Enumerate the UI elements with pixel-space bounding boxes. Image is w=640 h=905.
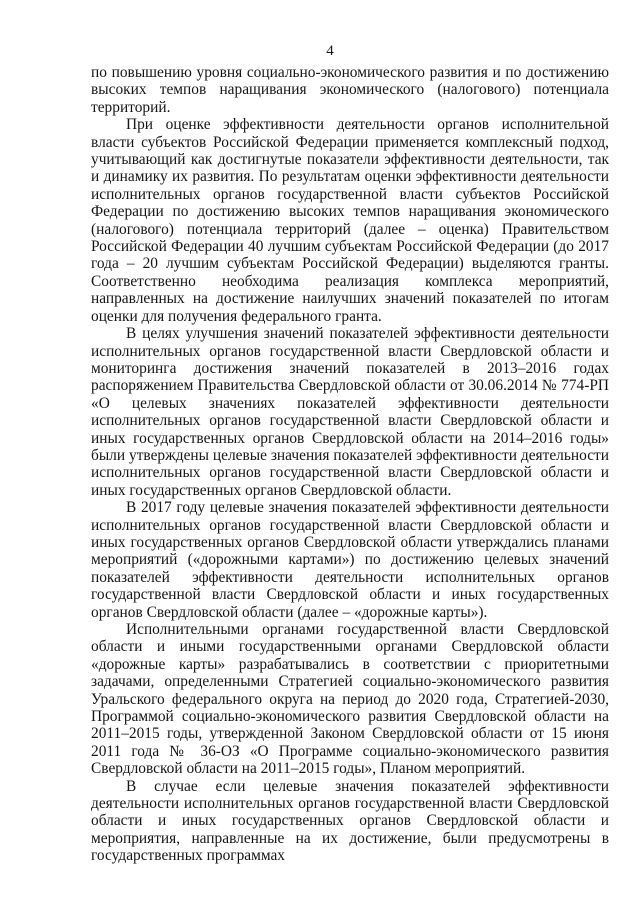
paragraph-measures: В случае если целевые значения показателей эффективности деятельности исполнительных органов государственной власти Свердловской области и иных государственных органов Свердловской области и мероприятия, направленные на их достижение, были предусмотрены в государственных программах	[91, 777, 609, 865]
paragraph-roadmaps-2017: В 2017 году целевые значения показателей эффективности деятельности исполнительных органов государственной власти Свердловской области и иных государственных органов Свердловской области утверждались планами мероприятий («дорожными картами») по достижению целевых значений показателей эффективности деятельности исполнительных органов государственной власти Свердловской области и иных государственных органов Свердловской области (далее – «дорожные карты»).	[91, 499, 609, 621]
document-body	[91, 64, 609, 865]
page-number: 4	[326, 43, 334, 59]
paragraph-evaluation: При оценке эффективности деятельности органов исполнительной власти субъектов Российской Федерации применяется комплексный подход, учитывающий как достигнутые показатели эффективности деятельности, так и динамику их развития. По результатам оценки эффективности деятельности исполнительных органов государственной власти субъектов Российской Федерации по достижению высоких темпов наращивания экономического (налогового) потенциала территорий (далее – оценка) Правительством Российской Федерации 40 лучшим субъектам Российской Федерации (до 2017 года – 20 лучшим субъектам Российской Федерации) выделяются гранты. Соответственно необходима реализация комплекса мероприятий, направленных на достижение наилучших значений показателей по итогам оценки для получения федерального гранта.	[91, 116, 609, 325]
paragraph-priorities: Исполнительными органами государственной власти Свердловской области и иными государственными органами Свердловской области «дорожные карты» разрабатывались в соответствии с приоритетными задачами, определенными Стратегией социально-экономического развития Уральского федерального округа на период до 2020 года, Стратегией-2030, Программой социально-экономического развития Свердловской области на 2011–2015 годы, утвержденной Законом Свердловской области от 15 июня 2011 года № 36-ОЗ «О Программе социально-экономического развития Свердловской области на 2011–2015 годы», Планом мероприятий.	[91, 621, 609, 778]
paragraph-continuation: по повышению уровня социально-экономического развития и по достижению высоких темпов наращивания экономического (налогового) потенциала территорий.	[91, 64, 609, 116]
paragraph-improvement: В целях улучшения значений показателей эффективности деятельности исполнительных органов государственной власти Свердловской области и мониторинга достижения значений показателей в 2013–2016 годах распоряжением Правительства Свердловской области от 30.06.2014 № 774-РП «О целевых значениях показателей эффективности деятельности исполнительных органов государственной власти Свердловской области и иных государственных органов Свердловской области на 2014–2016 годы» были утверждены целевые значения показателей эффективности деятельности исполнительных органов государственной власти Свердловской области и иных государственных органов Свердловской области.	[91, 325, 609, 499]
